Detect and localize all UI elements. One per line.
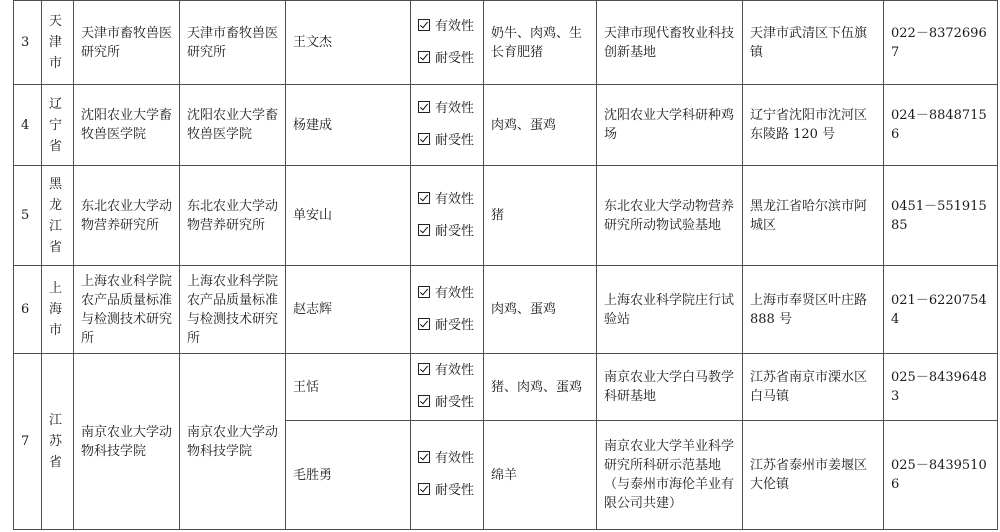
contact-person: 王文杰 (286, 1, 411, 85)
testing-institution: 东北农业大学动物营养研究所 (180, 166, 286, 266)
test-type-item (418, 11, 476, 43)
test-type-label: 耐受性 (435, 50, 475, 66)
checked-checkbox-icon (418, 192, 430, 204)
test-types-cell (411, 1, 484, 85)
test-type-item (418, 310, 476, 342)
animal-species: 肉鸡、蛋鸡 (484, 266, 597, 354)
test-type-item (418, 387, 476, 419)
animal-species: 奶牛、肉鸡、生长育肥猪 (484, 1, 597, 85)
contact-phone: 025－84395106 (884, 421, 998, 530)
base-address: 辽宁省沈阳市沈河区东陵路 120 号 (743, 85, 884, 166)
test-type-item (418, 216, 476, 248)
contact-phone: 0451－55191585 (884, 166, 998, 266)
contact-phone: 021－62207544 (884, 266, 998, 354)
checked-checkbox-icon (418, 451, 430, 463)
province-name: 黑龙江省 (49, 176, 63, 255)
base-address: 江苏省泰州市姜堰区大伦镇 (743, 421, 884, 530)
checked-checkbox-icon (418, 395, 430, 407)
province-name: 天津市 (49, 14, 63, 71)
test-type-item (418, 443, 476, 475)
contact-person: 单安山 (286, 166, 411, 266)
province-cell (42, 166, 74, 266)
contact-phone: 025－84396483 (884, 354, 998, 421)
test-types-cell (411, 421, 484, 530)
test-types-cell (411, 354, 484, 421)
test-types-cell (411, 166, 484, 266)
table-row (14, 85, 998, 166)
province-cell (42, 266, 74, 354)
contact-phone: 024－88487156 (884, 85, 998, 166)
testing-institution: 南京农业大学动物科技学院 (180, 354, 286, 530)
test-base: 南京农业大学白马教学科研基地 (597, 354, 743, 421)
applicant-unit: 东北农业大学动物营养研究所 (74, 166, 180, 266)
test-types-cell (411, 266, 484, 354)
test-types-cell (411, 85, 484, 166)
table-row (14, 166, 998, 266)
animal-species: 肉鸡、蛋鸡 (484, 85, 597, 166)
applicant-unit: 南京农业大学动物科技学院 (74, 354, 180, 530)
testing-institution: 天津市畜牧兽医研究所 (180, 1, 286, 85)
test-base: 沈阳农业大学科研种鸡场 (597, 85, 743, 166)
test-type-item (418, 278, 476, 310)
contact-person: 杨建成 (286, 85, 411, 166)
test-type-label: 有效性 (435, 363, 475, 378)
province-cell (42, 85, 74, 166)
checked-checkbox-icon (418, 224, 430, 236)
contact-person: 王恬 (286, 354, 411, 421)
test-base: 天津市现代畜牧业科技创新基地 (597, 1, 743, 85)
test-type-item (418, 184, 476, 216)
province-name: 上海市 (49, 281, 63, 338)
test-type-item (418, 475, 476, 507)
test-type-label: 耐受性 (435, 133, 475, 148)
checked-checkbox-icon (418, 483, 430, 495)
base-address: 黑龙江省哈尔滨市阿城区 (743, 166, 884, 266)
province-name: 江苏省 (49, 413, 63, 470)
test-base: 上海农业科学院庄行试验站 (597, 266, 743, 354)
applicant-unit: 上海农业科学院农产品质量标准与检测技术研究所 (74, 266, 180, 354)
animal-species: 猪、肉鸡、蛋鸡 (484, 354, 597, 421)
test-type-label: 有效性 (435, 191, 475, 207)
checked-checkbox-icon (418, 363, 430, 375)
test-type-label: 有效性 (435, 101, 475, 116)
province-cell (42, 354, 74, 530)
table-row (14, 1, 998, 85)
test-type-item (418, 43, 476, 75)
test-type-item (418, 93, 476, 125)
province-cell (42, 1, 74, 85)
base-address: 江苏省南京市溧水区白马镇 (743, 354, 884, 421)
checked-checkbox-icon (418, 133, 430, 145)
test-type-label: 耐受性 (435, 223, 475, 239)
contact-person: 毛胜勇 (286, 421, 411, 530)
row-number: 5 (14, 166, 42, 266)
checked-checkbox-icon (418, 286, 430, 298)
checked-checkbox-icon (418, 19, 430, 31)
base-address: 天津市武清区下伍旗镇 (743, 1, 884, 85)
test-type-label: 有效性 (435, 285, 475, 301)
row-number: 6 (14, 266, 42, 354)
animal-species: 绵羊 (484, 421, 597, 530)
checked-checkbox-icon (418, 101, 430, 113)
animal-species: 猪 (484, 166, 597, 266)
institution-table (13, 0, 998, 530)
province-name: 辽宁省 (49, 96, 63, 154)
checked-checkbox-icon (418, 51, 430, 63)
test-type-label: 耐受性 (435, 483, 475, 498)
test-type-label: 有效性 (435, 451, 475, 466)
table-row (14, 266, 998, 354)
test-type-label: 有效性 (435, 18, 475, 34)
row-number: 7 (14, 354, 42, 530)
table-row (14, 354, 998, 421)
test-type-item (418, 125, 476, 157)
base-address: 上海市奉贤区叶庄路 888 号 (743, 266, 884, 354)
testing-institution: 上海农业科学院农产品质量标准与检测技术研究所 (180, 266, 286, 354)
contact-phone: 022－83726967 (884, 1, 998, 85)
applicant-unit: 沈阳农业大学畜牧兽医学院 (74, 85, 180, 166)
test-base: 南京农业大学羊业科学研究所科研示范基地（与泰州市海伦羊业有限公司共建） (597, 421, 743, 530)
test-base: 东北农业大学动物营养研究所动物试验基地 (597, 166, 743, 266)
test-type-label: 耐受性 (435, 317, 475, 333)
test-type-label: 耐受性 (435, 395, 475, 410)
checked-checkbox-icon (418, 318, 430, 330)
testing-institution: 沈阳农业大学畜牧兽医学院 (180, 85, 286, 166)
row-number: 3 (14, 1, 42, 85)
row-number: 4 (14, 85, 42, 166)
applicant-unit: 天津市畜牧兽医研究所 (74, 1, 180, 85)
contact-person: 赵志辉 (286, 266, 411, 354)
test-type-item (418, 355, 476, 387)
